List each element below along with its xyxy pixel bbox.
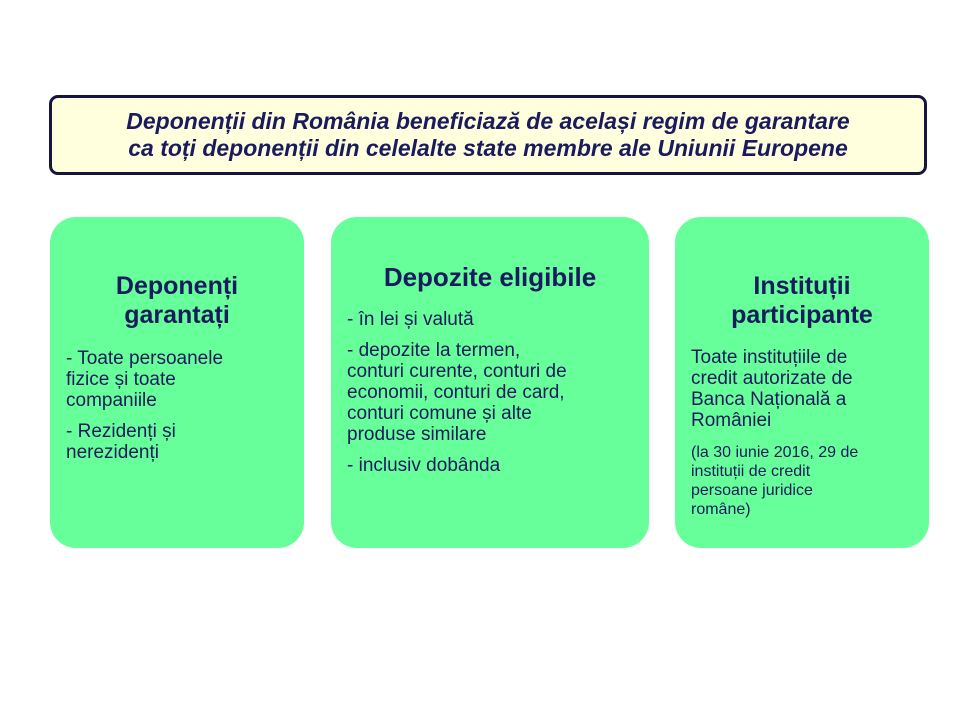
item-line: Toate instituțiile de (691, 347, 848, 368)
note-line: (la 30 iunie 2016, 29 de (691, 444, 859, 461)
item-line: Banca Națională a (691, 389, 847, 410)
card-title (675, 272, 929, 330)
card-title-line: garantați (124, 301, 230, 329)
card-title-line: participante (731, 301, 873, 329)
headline-line-1: Deponenții din România beneficiază de același regim de garantare (126, 108, 850, 134)
item-line: României (691, 410, 772, 431)
list-item (347, 309, 637, 330)
headline-banner (49, 95, 927, 175)
card-body (347, 309, 637, 486)
item-line: conturi curente, conturi de (347, 361, 567, 382)
note-line: române) (691, 501, 751, 518)
item-line: fizice și toate (66, 369, 176, 390)
list-item (66, 348, 292, 411)
card-body (691, 347, 917, 529)
card-title-line: Instituții (753, 272, 851, 300)
item-line: conturi comune și alte (347, 403, 532, 424)
list-item (691, 347, 917, 431)
card-eligible-deposits (331, 217, 649, 548)
item-line: produse similare (347, 424, 487, 445)
list-item (66, 421, 292, 463)
card-body (66, 348, 292, 473)
headline-line-2: ca toți deponenții din celelalte state membre ale Uniunii Europene (128, 135, 848, 161)
footnote (691, 443, 917, 519)
card-title (331, 263, 649, 292)
item-line: nerezidenți (66, 442, 159, 463)
card-participating-institutions (675, 217, 929, 548)
item-line: - depozite la termen, (347, 340, 521, 361)
note-line: persoane juridice (691, 482, 813, 499)
card-title (50, 272, 304, 330)
item-line: economii, conturi de card, (347, 382, 565, 403)
card-title-line: Deponenți (115, 272, 239, 300)
item-line: - Rezidenți și (66, 421, 176, 442)
item-line: - Toate persoanele (66, 348, 224, 369)
item-line: - în lei și valută (347, 309, 474, 330)
card-title-line: Depozite eligibile (383, 262, 597, 292)
item-line: credit autorizate de (691, 368, 853, 389)
list-item (347, 340, 637, 445)
list-item (347, 455, 637, 476)
item-line: companiile (66, 390, 157, 411)
item-line: - inclusiv dobânda (347, 455, 501, 476)
card-guaranteed-depositors (50, 217, 304, 548)
note-line: instituții de credit (691, 463, 811, 480)
